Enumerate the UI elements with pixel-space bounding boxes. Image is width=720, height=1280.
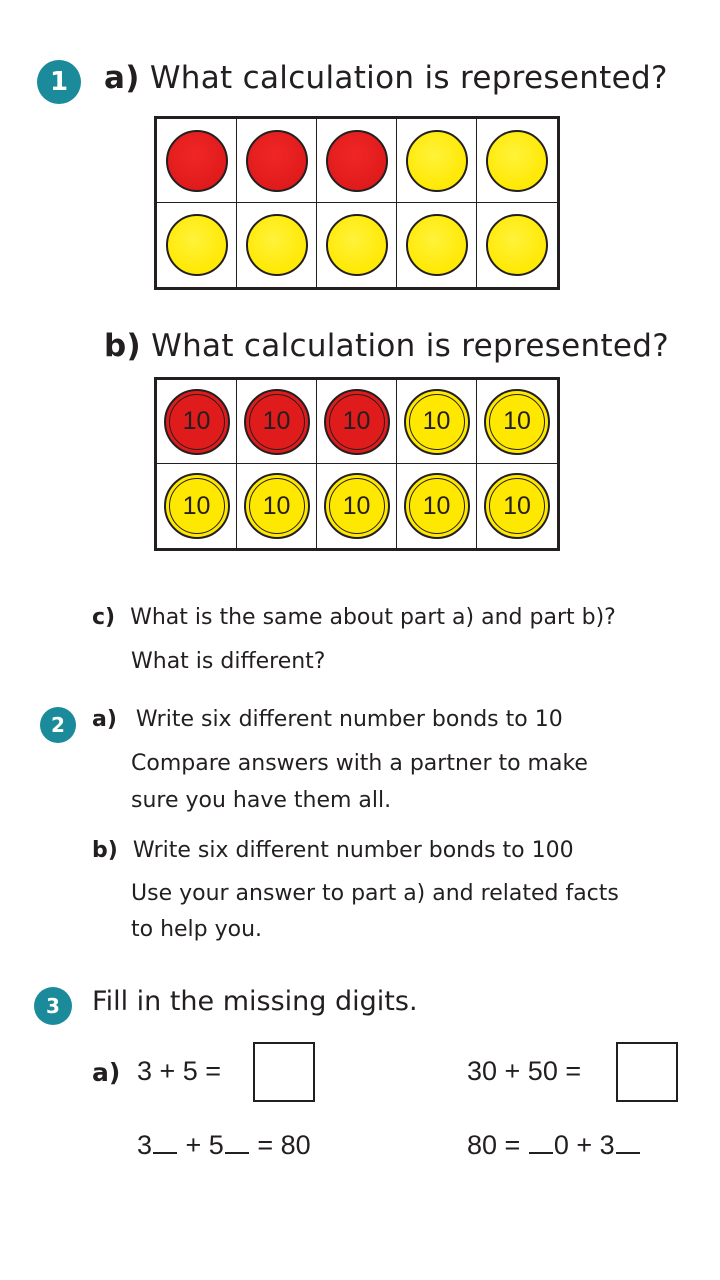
chip-value: 10 [249,394,305,450]
q1a-prompt [104,60,668,96]
yellow-ten-chip [244,473,310,539]
yellow-ten-chip [404,389,470,455]
frame-cell [317,203,397,287]
part-label: b) [104,328,141,364]
yellow-counter [406,130,468,192]
q2b-prompt [92,838,574,863]
ten-frame-place-value-chips [154,377,560,551]
equation-1: 3 + 5 = [137,1056,222,1086]
yellow-counter [166,214,228,276]
answer-box-2[interactable] [616,1042,678,1102]
frame-cell [397,119,477,203]
frame-cell [237,119,317,203]
missing-digit-blank[interactable] [153,1152,177,1154]
yellow-counter [326,214,388,276]
yellow-ten-chip [324,473,390,539]
equation-4 [467,1130,641,1161]
frame-cell [237,464,317,548]
eq4-part: 0 + 3 [553,1130,615,1160]
ten-frame-counters [154,116,560,290]
eq4-part: 80 = [467,1130,528,1160]
frame-cell [157,380,237,464]
question-text: Write six different number bonds to 10 [135,707,563,732]
q1c-prompt [92,605,616,630]
question-text: What calculation is represented? [149,60,668,96]
yellow-ten-chip [484,389,550,455]
yellow-counter [486,130,548,192]
yellow-ten-chip [484,473,550,539]
eq3-part: + 5 [178,1130,224,1160]
chip-value: 10 [169,394,225,450]
answer-box-1[interactable] [253,1042,315,1102]
red-counter [246,130,308,192]
yellow-ten-chip [404,473,470,539]
chip-value: 10 [329,478,385,534]
red-counter [166,130,228,192]
chip-value: 10 [489,394,545,450]
frame-cell [157,203,237,287]
question-text: What calculation is represented? [151,328,670,364]
red-ten-chip [244,389,310,455]
frame-cell [477,203,557,287]
chip-value: 10 [329,394,385,450]
equation-2: 30 + 50 = [467,1056,582,1086]
frame-cell [237,203,317,287]
missing-digit-blank[interactable] [616,1152,640,1154]
question-text: What is the same about part a) and part b)? [130,605,616,630]
q3-title: Fill in the missing digits. [92,986,418,1017]
part-label: a) [92,707,117,732]
chip-value: 10 [489,478,545,534]
eq3-part: = 80 [249,1130,311,1160]
question-number-badge: 2 [40,707,76,743]
frame-cell [317,119,397,203]
part-label: c) [92,605,116,630]
red-counter [326,130,388,192]
frame-cell [397,380,477,464]
equation-3 [137,1130,311,1161]
frame-cell [157,119,237,203]
frame-cell [317,464,397,548]
red-ten-chip [164,389,230,455]
frame-cell [477,380,557,464]
frame-cell [477,119,557,203]
yellow-ten-chip [164,473,230,539]
frame-cell [397,203,477,287]
frame-cell [477,464,557,548]
yellow-counter [246,214,308,276]
frame-cell [237,380,317,464]
missing-digit-blank[interactable] [225,1152,249,1154]
chip-value: 10 [249,478,305,534]
chip-value: 10 [169,478,225,534]
eq3-part: 3 [137,1130,153,1160]
part-label: b) [92,838,118,863]
part-label: a) [104,60,140,96]
yellow-counter [406,214,468,276]
q2b-line2: Use your answer to part a) and related facts [131,881,619,906]
frame-cell [317,380,397,464]
q1b-prompt [104,328,669,364]
frame-cell [397,464,477,548]
q1c-line2: What is different? [131,649,326,674]
q2b-line3: to help you. [131,917,263,942]
q2a-line2: Compare answers with a partner to make [131,751,588,776]
red-ten-chip [324,389,390,455]
question-text: Write six different number bonds to 100 [132,838,574,863]
missing-digit-blank[interactable] [529,1152,553,1154]
q2a-prompt [92,707,563,732]
q2a-line3: sure you have them all. [131,788,392,813]
chip-value: 10 [409,394,465,450]
question-number-badge: 3 [34,987,72,1025]
question-number-badge: 1 [37,60,81,104]
part-label: a) [92,1058,121,1087]
chip-value: 10 [409,478,465,534]
yellow-counter [486,214,548,276]
frame-cell [157,464,237,548]
